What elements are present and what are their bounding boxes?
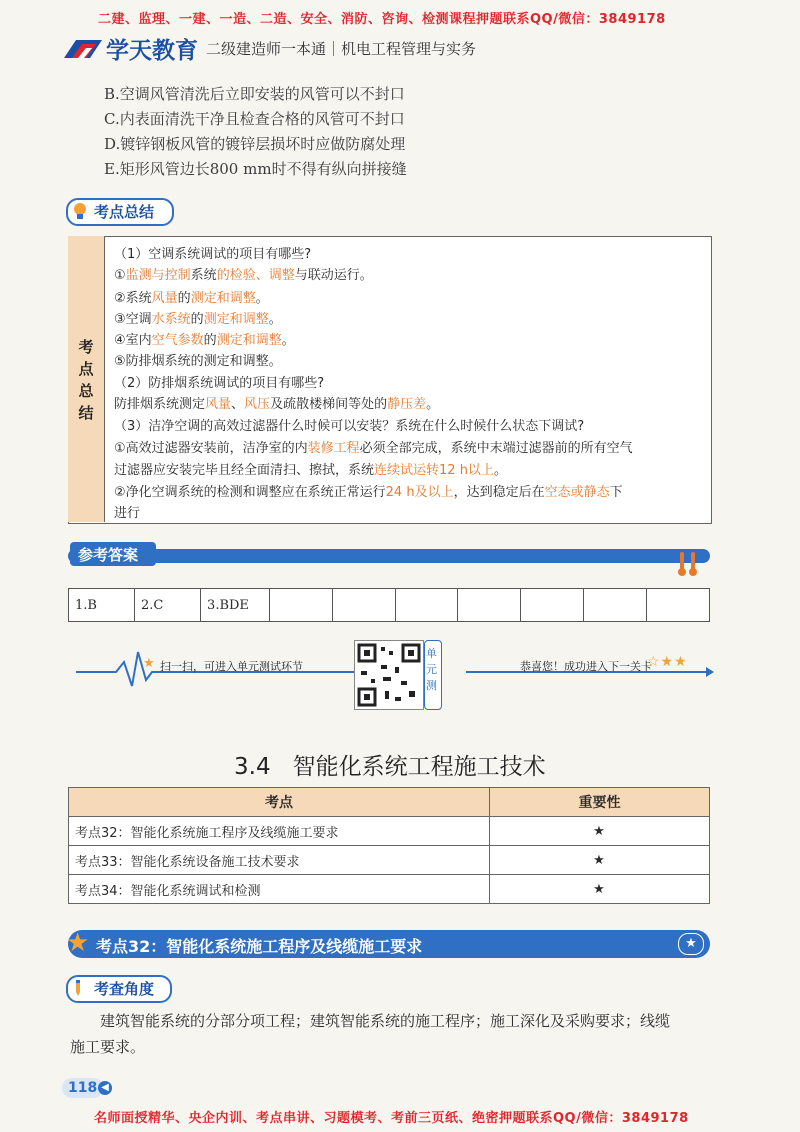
page-number: 118 <box>62 1078 103 1098</box>
star-icon: ★ <box>143 656 155 671</box>
summary-side-char: 结 <box>78 404 94 422</box>
summary-side-char: 考 <box>78 338 94 356</box>
answer-cell <box>332 589 395 622</box>
qr-code[interactable] <box>354 640 424 710</box>
summary-q2: （2）防排烟系统调试的项目有哪些? <box>114 376 325 391</box>
table-cell-stars: ★ <box>490 846 710 875</box>
page-arrow-icon: ◀ <box>98 1081 112 1095</box>
summary-line-4: ④室内空气参数的测定和调整。 <box>114 333 295 348</box>
angle-pill-label: 考查角度 <box>94 980 155 998</box>
scan-right-text: 恭喜您！成功进入下一关卡 <box>520 660 652 673</box>
table-row <box>69 875 710 904</box>
bottom-banner: 名师面授精华、央企内训、考点串讲、习题模考、考前三页纸、绝密押题联系QQ/微信：3849178 <box>94 1111 689 1126</box>
answer-cell <box>584 589 647 622</box>
table-row <box>69 846 710 875</box>
answers-title: 参考答案 <box>78 546 139 564</box>
kp32-star-icon: ★ <box>66 928 90 958</box>
answer-cell <box>395 589 458 622</box>
table-cell-stars: ★ <box>490 817 710 846</box>
summary-line-8: 过滤器应安装完毕且经全面清扫、擦拭，系统连续试运转12 h以上。 <box>114 463 507 478</box>
kp32-body-line-1: 建筑智能系统的分部分项工程；建筑智能系统的施工程序；施工深化及采购要求；线缆 <box>100 1012 671 1030</box>
rating-stars-icon: ☆★★ <box>647 654 688 670</box>
summary-line-9: ②净化空调系统的检测和调整应在系统正常运行24 h及以上，达到稳定后在空态或静态下 <box>114 485 623 500</box>
bulb-icon <box>70 201 90 221</box>
answer-cell: 2.C <box>135 589 201 622</box>
exam-point-table <box>68 787 710 904</box>
logo-icon <box>62 36 104 60</box>
thermometer-icon <box>676 550 700 578</box>
table-row <box>69 817 710 846</box>
answers-bar <box>68 549 710 563</box>
summary-q1: （1）空调系统调试的项目有哪些? <box>114 247 312 262</box>
summary-line-7: ①高效过滤器安装前，洁净室的内装修工程必须全部完成，系统中末端过滤器前的所有空气 <box>114 441 633 456</box>
answer-cell <box>521 589 584 622</box>
summary-line-5: ⑤防排烟系统的测定和调整。 <box>114 354 282 369</box>
answer-cell: 3.BDE <box>201 589 270 622</box>
table-cell-stars: ★ <box>490 875 710 904</box>
summary-line-10: 进行 <box>114 506 141 521</box>
summary-line-2: ②系统风量的测定和调整。 <box>114 291 269 306</box>
logo-text: 学天教育 <box>106 38 198 64</box>
top-banner: 二建、监理、一建、一造、二造、安全、消防、咨询、检测课程押题联系QQ/微信：3849178 <box>98 12 666 27</box>
summary-line-1: ①监测与控制系统的检验、调整与联动运行。 <box>114 268 373 283</box>
scan-left-text[interactable]: 扫一扫，可进入单元测试环节 <box>160 660 303 673</box>
answer-cell: 1.B <box>69 589 135 622</box>
summary-line-6: 防排烟系统测定风量、风压及疏散楼梯间等处的静压差。 <box>114 397 440 412</box>
summary-pill-label: 考点总结 <box>94 203 155 221</box>
answers-table <box>68 588 710 622</box>
kp32-badge: ★ <box>678 933 704 955</box>
option-d: D.镀锌钢板风管的镀锌层损坏时应做防腐处理 <box>104 135 406 153</box>
summary-side <box>68 236 105 522</box>
kp32-title: 考点32：智能化系统施工程序及线缆施工要求 <box>96 937 423 956</box>
table-cell-name: 考点33：智能化系统设备施工技术要求 <box>69 846 490 875</box>
answer-cell <box>269 589 332 622</box>
answer-cell <box>458 589 521 622</box>
option-c: C.内表面清洗干净且检查合格的风管可不封口 <box>104 110 405 128</box>
answer-cell <box>647 589 710 622</box>
option-b: B.空调风管清洗后立即安装的风管可以不封口 <box>104 85 405 103</box>
summary-side-char: 总 <box>78 382 94 400</box>
option-e: E.矩形风管边长800 mm时不得有纵向拼接缝 <box>104 160 407 178</box>
table-header: 考点 <box>69 788 490 817</box>
qr-label: 单元测 <box>426 647 437 692</box>
header-subtitle: 二级建造师一本通｜机电工程管理与实务 <box>206 40 477 58</box>
summary-line-3: ③空调水系统的测定和调整。 <box>114 312 282 327</box>
pencil-icon <box>70 978 90 998</box>
summary-side-char: 点 <box>78 360 94 378</box>
kp32-body-line-2: 施工要求。 <box>70 1038 146 1056</box>
summary-q3: （3）洁净空调的高效过滤器什么时候可以安装？系统在什么时候什么状态下调试? <box>114 419 585 434</box>
table-cell-name: 考点34：智能化系统调试和检测 <box>69 875 490 904</box>
table-cell-name: 考点32：智能化系统施工程序及线缆施工要求 <box>69 817 490 846</box>
table-header: 重要性 <box>490 788 710 817</box>
section-title: 3.4 智能化系统工程施工技术 <box>234 754 546 780</box>
